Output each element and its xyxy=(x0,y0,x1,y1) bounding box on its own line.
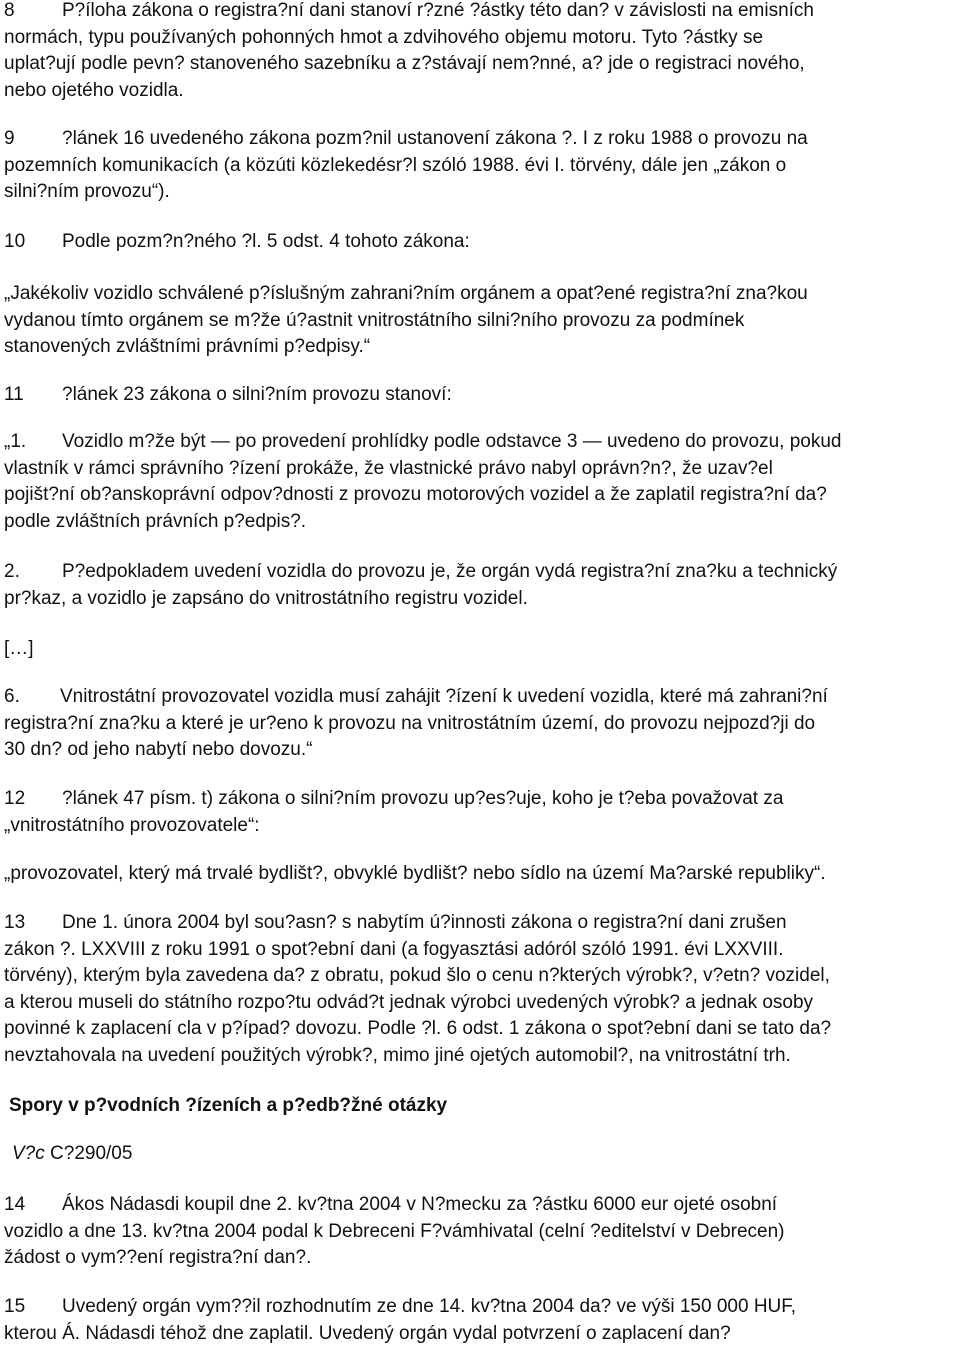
paragraph-15 xyxy=(4,1294,956,1347)
list-line: podle zvláštních právních p?edpis?. xyxy=(4,510,307,532)
paragraph-line: nebo ojetého vozidla. xyxy=(4,79,184,101)
paragraph-number: 10 xyxy=(4,231,26,252)
paragraph-number: 14 xyxy=(4,1194,26,1215)
paragraph-line: nevztahovala na uvedení použitých výrobk?, mimo jiné ojetých automobil?, na vnitrostátní trh. xyxy=(4,1044,791,1066)
paragraph-number: 13 xyxy=(4,912,26,933)
list-line: registra?ní zna?ku a které je ur?eno k provozu na vnitrostátním území, do provozu nejpozd?ji do xyxy=(4,712,816,734)
paragraph-9 xyxy=(4,126,956,206)
list-line: pr?kaz, a vozidlo je zapsáno do vnitrostátního registru vozidel. xyxy=(4,587,528,609)
paragraph-13 xyxy=(4,910,956,1069)
paragraph-14 xyxy=(4,1192,956,1272)
list-line: 30 dn? od jeho nabytí nebo dovozu.“ xyxy=(4,739,313,760)
paragraph-line: zákon ?. LXXVIII z roku 1991 o spot?ební dani (a fogyasztási adóról szóló 1991. évi LXXVIII. xyxy=(4,938,784,960)
paragraph-line: 11 ?lánek 23 zákona o silni?ním provozu stanoví: xyxy=(4,382,956,409)
list-number: 2. xyxy=(4,561,20,582)
paragraph-8 xyxy=(4,0,956,104)
paragraph-line: 13 Dne 1. února 2004 byl sou?asn? s nabytím ú?innosti zákona o registra?ní dani zrušen xyxy=(4,910,956,937)
list-line: 6. Vnitrostátní provozovatel vozidla musí zahájit ?ízení k uvedení vozidla, které má zahrani?ní xyxy=(4,684,956,711)
list-line: 2. P?edpokladem uvedení vozidla do provozu je, že orgán vydá registra?ní zna?ku a technický xyxy=(4,559,956,586)
paragraph-line: žádost o vym??ení registra?ní dan?. xyxy=(4,1247,312,1268)
list-number: 6. xyxy=(4,686,20,707)
quote-line: stanovených zvláštními právními p?edpisy.“ xyxy=(4,336,371,357)
paragraph-line: 9 ?lánek 16 uvedeného zákona pozm?nil ustanovení zákona ?. I z roku 1988 o provozu na xyxy=(4,126,956,153)
list-item-6 xyxy=(4,684,956,764)
case-ref-number: C?290/05 xyxy=(44,1143,133,1164)
list-item-2 xyxy=(4,559,956,612)
paragraph-line: 14 Ákos Nádasdi koupil dne 2. kv?tna 2004 v N?mecku za ?ástku 6000 eur ojeté osobní xyxy=(4,1192,956,1219)
paragraph-line: kterou Á. Nádasdi téhož dne zaplatil. Uvedený orgán vydal potvrzení o zaplacení dan? xyxy=(4,1322,731,1344)
list-item-1 xyxy=(4,429,956,535)
ellipsis: […] xyxy=(4,638,34,659)
quote-line: vydanou tímto orgánem se m?že ú?astnit vnitrostátního silni?ního provozu za podmínek xyxy=(4,309,745,331)
paragraph-line: vozidlo a dne 13. kv?tna 2004 podal k Debreceni F?vámhivatal (celní ?editelství v Debrecen) xyxy=(4,1220,785,1242)
paragraph-line: törvény), kterým byla zavedena da? z obratu, pokud šlo o cenu n?kterých výrobk?, v?etn? vozidel, xyxy=(4,965,830,986)
quote-line: „Jakékoliv vozidlo schválené p?íslušným zahrani?ním orgánem a opat?ené registra?ní zna?kou xyxy=(4,283,808,304)
paragraph-number: 11 xyxy=(4,384,24,405)
paragraph-line: 12 ?lánek 47 písm. t) zákona o silni?ním provozu up?es?uje, koho je t?eba považovat za xyxy=(4,786,956,813)
case-ref-prefix: V?c xyxy=(12,1143,45,1164)
paragraph-line: pozemních komunikacích (a közúti közlekedésr?l szóló 1988. évi I. törvény, dále jen „zákon o xyxy=(4,154,787,176)
list-line: pojišt?ní ob?anskoprávní odpov?dnosti z provozu motorových vozidel a že zaplatil registra?ní da? xyxy=(4,484,827,505)
paragraph-line: 10 Podle pozm?n?ného ?l. 5 odst. 4 tohoto zákona: xyxy=(4,229,956,256)
paragraph-number: 9 xyxy=(4,128,15,149)
paragraph-10 xyxy=(4,229,956,256)
list-line: „1. Vozidlo m?že být — po provedení prohlídky podle odstavce 3 — uvedeno do provozu, pokud xyxy=(4,429,956,456)
paragraph-12 xyxy=(4,786,956,839)
paragraph-line: silni?ním provozu“). xyxy=(4,181,170,202)
paragraph-line: povinné k zaplacení cla v p?ípad? dovozu. Podle ?l. 6 odst. 1 zákona o spot?ební dani se tato da? xyxy=(4,1018,832,1039)
paragraph-line: normách, typu používaných pohonných hmot a zdvihového objemu motoru. Tyto ?ástky se xyxy=(4,26,764,48)
paragraph-line: 8 P?íloha zákona o registra?ní dani stanoví r?zné ?ástky této dan? v závislosti na emisních xyxy=(4,0,956,25)
list-number: „1. xyxy=(4,431,27,452)
paragraph-number: 8 xyxy=(4,0,15,21)
paragraph-number: 12 xyxy=(4,788,26,809)
quote-block xyxy=(4,281,956,361)
paragraph-number: 15 xyxy=(4,1296,26,1317)
paragraph-11 xyxy=(4,382,956,409)
paragraph-line: uplat?ují podle pevn? stanoveného sazebníku a z?stávají nem?nné, a? jde o registraci nového, xyxy=(4,53,805,74)
section-heading: Spory v p?vodních ?ízeních a p?edb?žné otázky xyxy=(9,1095,448,1116)
case-reference xyxy=(12,1141,956,1168)
paragraph-line: 15 Uvedený orgán vym??il rozhodnutím ze dne 14. kv?tna 2004 da? ve výši 150 000 HUF, xyxy=(4,1294,956,1321)
paragraph-line: a kterou museli do státního rozpo?tu odvád?t jednak výrobci uvedených výrobk? a jednak osoby xyxy=(4,991,814,1013)
paragraph-line: „vnitrostátního provozovatele“: xyxy=(4,814,260,836)
quote-line: „provozovatel, který má trvalé bydlišt?, obvyklé bydlišt? nebo sídlo na území Ma?arské republiky“. xyxy=(4,863,826,884)
list-line: vlastník v rámci správního ?ízení prokáže, že vlastnické právo nabyl oprávn?n?, že uzav?el xyxy=(4,457,773,479)
quote-block xyxy=(4,861,956,888)
